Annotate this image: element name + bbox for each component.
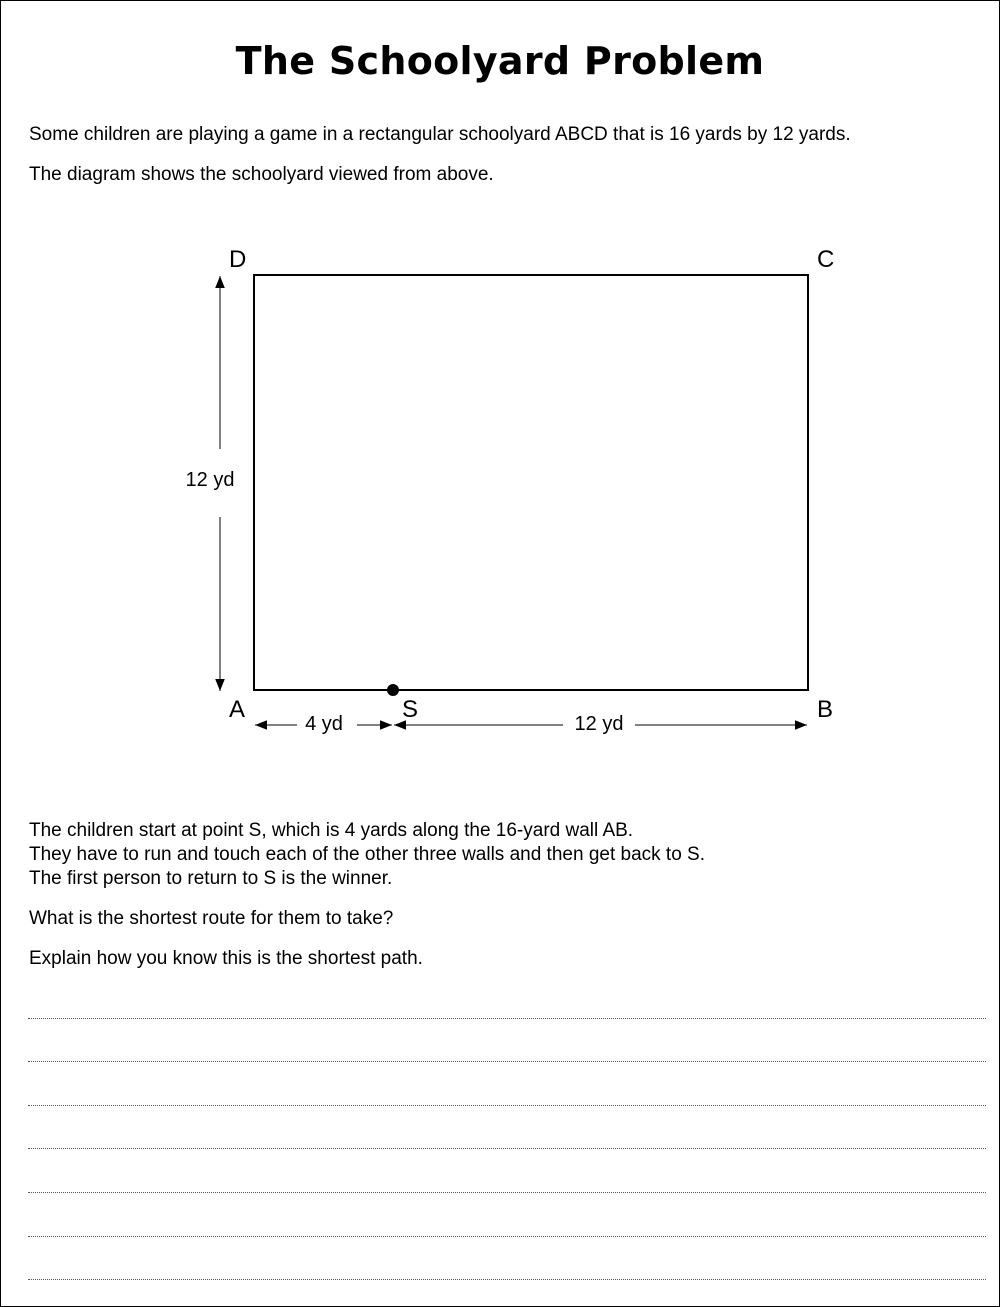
answer-line-3[interactable] xyxy=(28,1105,986,1106)
answer-line-5[interactable] xyxy=(28,1192,986,1193)
corner-label-c: C xyxy=(817,246,835,273)
intro-line-1: Some children are playing a game in a rectangular schoolyard ABCD that is 16 yards by 12 yards. xyxy=(29,124,851,145)
height-dimension-label: 12 yd xyxy=(185,469,235,491)
page-title: The Schoolyard Problem xyxy=(235,39,765,83)
schoolyard-rectangle xyxy=(254,275,808,690)
answer-line-4[interactable] xyxy=(28,1148,986,1149)
start-point-label: S xyxy=(402,696,419,723)
start-point-s xyxy=(387,684,399,696)
schoolyard-diagram xyxy=(1,1,999,801)
explain-prompt: Explain how you know this is the shortest path. xyxy=(29,948,423,969)
sb-dimension-label: 12 yd xyxy=(574,713,624,735)
corner-label-b: B xyxy=(817,696,834,723)
rules-line-2: They have to run and touch each of the other three walls and then get back to S. xyxy=(29,844,705,865)
intro-line-2: The diagram shows the schoolyard viewed from above. xyxy=(29,164,494,185)
answer-line-2[interactable] xyxy=(28,1061,986,1062)
answer-line-1[interactable] xyxy=(28,1018,986,1019)
rules-line-1: The children start at point S, which is 4 yards along the 16-yard wall AB. xyxy=(29,820,634,841)
as-dimension-label: 4 yd xyxy=(305,713,343,735)
question-text: What is the shortest route for them to take? xyxy=(29,908,394,929)
answer-line-7[interactable] xyxy=(28,1279,986,1280)
corner-label-d: D xyxy=(229,246,247,273)
answer-line-6[interactable] xyxy=(28,1236,986,1237)
rules-line-3: The first person to return to S is the winner. xyxy=(29,868,393,889)
corner-label-a: A xyxy=(229,696,246,723)
